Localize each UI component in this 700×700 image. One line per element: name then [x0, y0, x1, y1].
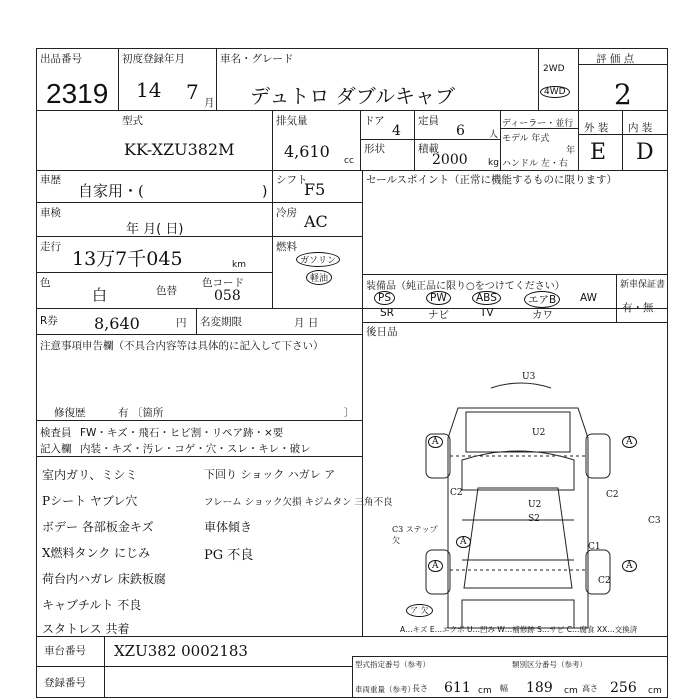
doors-label: ドア	[364, 115, 385, 127]
capacity-unit: 人	[489, 130, 499, 140]
mark-a-mid: A	[456, 536, 471, 548]
mark-c2-rear: C2	[598, 576, 611, 586]
usage-label: 車歴	[40, 174, 61, 186]
mark-c1: C1	[588, 542, 601, 552]
first-reg-label: 初度登録年月	[122, 53, 185, 65]
color-change-label: 色替	[156, 285, 177, 297]
equip-pw: PW	[426, 291, 451, 305]
equip-leather: カワ	[532, 309, 553, 321]
mark-s2: S2	[528, 514, 540, 524]
shift-label: シフト	[276, 174, 308, 186]
length-value: 611	[444, 680, 471, 696]
mark-u2-top: U2	[532, 428, 546, 438]
remark-right-3: 車体傾き	[204, 520, 253, 534]
model-year-label: モデル 年式	[502, 134, 550, 144]
displacement-value: 4,610	[284, 142, 330, 161]
reg-label: 登録番号	[44, 677, 86, 689]
shape-label: 形状	[364, 143, 385, 155]
mileage-unit: km	[232, 260, 246, 270]
warranty-value: 有・無	[622, 302, 654, 314]
damage-legend: A…キズ E…エクボ U…凹み W…補修跡 S…サビ C…腐食 XX…交換済	[400, 625, 638, 634]
remark-right-1: 下回り ショック ハガレ ア	[204, 468, 336, 481]
mark-a-rl: A	[428, 560, 443, 572]
inspector-label: 検査員	[40, 427, 72, 439]
length-unit: cm	[478, 686, 492, 696]
inspection-label: 車検	[40, 207, 61, 219]
length-label: 長さ	[412, 684, 428, 693]
mark-u3: U3	[522, 372, 536, 382]
equip-tv: TV	[480, 307, 494, 319]
capacity-value: 6	[456, 123, 465, 139]
interior-value: D	[636, 140, 654, 165]
type-designation-label: 型式指定番号（参考）	[355, 660, 430, 669]
remark-3: ボデー 各部板金キズ	[42, 520, 154, 534]
remark-2: Pシート ヤブレ穴	[42, 494, 138, 508]
usage-value: 自家用・(	[78, 182, 144, 200]
repair-close: 〕	[344, 407, 355, 419]
first-reg-month: 7	[186, 80, 199, 104]
recycle-unit: 円	[176, 317, 187, 329]
height-value: 256	[610, 680, 637, 696]
name-change-fields: 月 日	[294, 317, 319, 329]
height-label: 高さ	[582, 684, 598, 693]
equip-abs: ABS	[472, 291, 501, 305]
handle-label: ハンドル 左・右	[502, 159, 568, 169]
mark-a-rr: A	[622, 560, 637, 572]
color-code-label: 色コード	[202, 277, 244, 289]
doors-value: 4	[392, 123, 401, 139]
chassis-value: XZU382 0002183	[114, 642, 248, 660]
mileage-label: 走行	[40, 241, 61, 253]
warranty-label: 新車保証書	[620, 280, 666, 290]
remark-7: スタトレス 共着	[42, 622, 130, 636]
year-unit: 年	[566, 146, 576, 156]
remark-right-2: フレーム ショック欠損 キジムタン 三角不良	[204, 497, 393, 508]
entry-label: 記入欄	[40, 443, 72, 455]
color-code-value: 058	[214, 288, 241, 304]
model-value: デュトロ ダブルキャブ	[250, 84, 455, 108]
load-value: 2000	[432, 152, 468, 168]
ac-label: 冷房	[276, 207, 297, 219]
load-label: 積載	[418, 143, 439, 155]
remark-6: キャブチルト 不良	[42, 598, 142, 612]
drive-4wd: 4WD	[540, 86, 570, 98]
width-label: 幅	[500, 684, 508, 693]
interior-label: 内 装	[628, 122, 653, 134]
displacement-unit: cc	[344, 156, 354, 166]
load-unit: kg	[488, 158, 499, 168]
equip-airbag: エアB	[524, 291, 560, 308]
shift-value: F5	[304, 180, 326, 199]
inspector-items: FW・キズ・飛石・ヒビ割・リペア跡・×要	[80, 427, 284, 439]
name-change-label: 名変期限	[200, 316, 242, 328]
dealer-label: ディーラー・並行	[502, 119, 574, 129]
equip-sr: SR	[380, 307, 394, 319]
mark-c2-left: C2	[450, 488, 463, 498]
score-value: 2	[614, 78, 632, 111]
remark-5: 荷台内ハガレ 床鉄板腐	[42, 572, 166, 586]
usage-close: )	[262, 184, 268, 200]
capacity-label: 定員	[418, 115, 439, 127]
color-value: 白	[92, 286, 108, 304]
remark-1: 室内ガリ、ミシミ	[42, 468, 138, 482]
lot-number: 2319	[46, 78, 109, 109]
type-value: KK-XZU382M	[124, 140, 235, 159]
fuel-label: 燃料	[276, 241, 297, 253]
exterior-value: E	[590, 140, 607, 165]
entry-items: 内装・キズ・汚レ・コゲ・穴・スレ・キレ・破レ	[80, 443, 311, 455]
model-label: 車名・グレード	[220, 53, 294, 65]
vehicle-weight-label: 車両重量（参考）	[355, 685, 415, 694]
mark-a-fr: A	[622, 436, 637, 448]
drive-2wd: 2WD	[543, 64, 565, 74]
mark-c2-right: C2	[606, 490, 619, 500]
fuel-diesel: 軽油	[306, 270, 332, 285]
mark-a-spare: ア 欠	[406, 604, 433, 617]
mark-c3-step: C3 ステップ欠	[392, 525, 438, 545]
lot-label: 出品番号	[40, 53, 82, 65]
repair-value: 有 〔箇所	[118, 407, 164, 419]
first-reg-year: 14	[136, 78, 162, 102]
score-label: 評 価 点	[596, 53, 635, 65]
category-label: 類別区分番号（参考）	[512, 660, 587, 669]
height-unit: cm	[648, 686, 662, 696]
equip-ps: PS	[374, 291, 395, 305]
fuel-gasoline: ガソリン	[296, 252, 340, 267]
notes-title: 注意事項申告欄（不具合内容等は具体的に記入して下さい）	[40, 340, 324, 352]
vehicle-diagram	[366, 370, 666, 630]
mark-u2-mid: U2	[528, 500, 542, 510]
color-label: 色	[40, 277, 51, 289]
mileage-value: 13万7千045	[72, 248, 183, 270]
equipment-title: 装備品（純正品に限り○をつけてください）	[366, 281, 565, 292]
remark-4: X燃料タンク にじみ	[42, 546, 151, 560]
chassis-label: 車台番号	[44, 645, 86, 657]
mark-a-fl: A	[428, 436, 443, 448]
type-label: 型式	[122, 115, 143, 127]
ac-value: AC	[304, 212, 328, 231]
remark-right-4: PG 不良	[204, 548, 254, 563]
width-value: 189	[526, 680, 553, 696]
exterior-label: 外 装	[584, 122, 609, 134]
inspection-fields: 年 月( 日)	[126, 222, 184, 237]
equip-navi: ナビ	[428, 309, 449, 321]
displacement-label: 排気量	[276, 115, 308, 127]
rear-seat-label: 後日品	[366, 326, 398, 338]
equip-aw: AW	[580, 292, 597, 304]
recycle-label: R券	[40, 315, 58, 327]
month-unit: 月	[204, 97, 215, 109]
mark-c3-right: C3	[648, 516, 661, 526]
repair-label: 修復歴	[54, 407, 86, 419]
recycle-value: 8,640	[94, 314, 140, 333]
sales-point-title: セールスポイント（正常に機能するものに限ります）	[366, 174, 618, 186]
width-unit: cm	[564, 686, 578, 696]
